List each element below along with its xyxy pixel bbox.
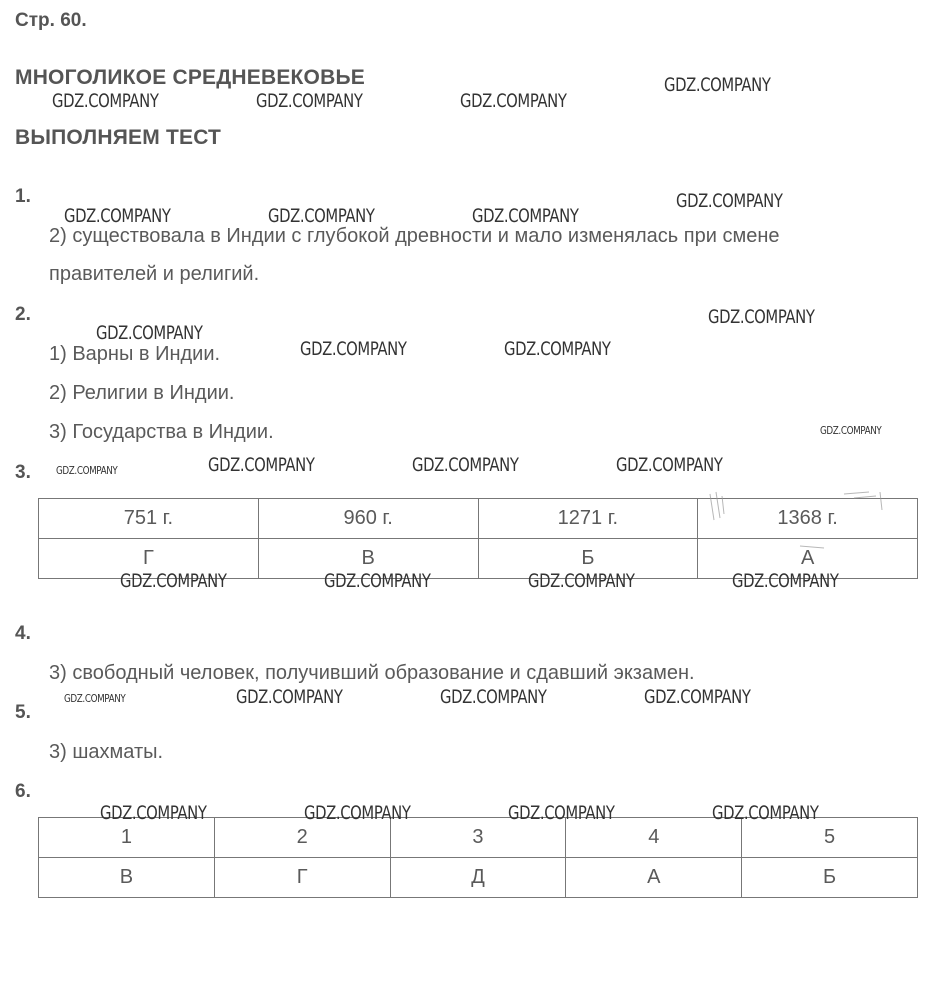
question-5-number: 5. <box>15 702 31 723</box>
table-cell: 5 <box>742 818 918 858</box>
watermark: GDZ.COMPANY <box>100 802 207 824</box>
table-cell: 960 г. <box>258 499 478 539</box>
watermark: GDZ.COMPANY <box>256 90 363 112</box>
question-6-table <box>38 817 918 898</box>
watermark: GDZ.COMPANY <box>712 802 819 824</box>
question-2-answer-3: 3) Государства в Индии. <box>49 421 274 443</box>
scribble-mark <box>704 490 884 550</box>
table-cell: 1271 г. <box>478 499 698 539</box>
question-1-number: 1. <box>15 186 31 207</box>
table-cell: А <box>698 539 918 579</box>
watermark: GDZ.COMPANY <box>664 74 771 96</box>
watermark: GDZ.COMPANY <box>64 205 171 227</box>
watermark: GDZ.COMPANY <box>300 338 407 360</box>
watermark: GDZ.COMPANY <box>412 454 519 476</box>
watermark: GDZ.COMPANY <box>324 570 431 592</box>
table-cell: А <box>566 858 742 898</box>
question-2-answer-1: 1) Варны в Индии. <box>49 343 221 365</box>
table-row <box>39 858 918 898</box>
watermark: GDZ.COMPANY <box>528 570 635 592</box>
watermark: GDZ.COMPANY <box>508 802 615 824</box>
watermark: GDZ.COMPANY <box>440 686 547 708</box>
question-1-answer-line-2: правителей и религий. <box>49 263 260 285</box>
watermark: GDZ.COMPANY <box>616 454 723 476</box>
watermark: GDZ.COMPANY <box>820 424 882 437</box>
table-cell: 3 <box>390 818 566 858</box>
question-4-number: 4. <box>15 623 31 644</box>
section-subtitle: ВЫПОЛНЯЕМ ТЕСТ <box>15 126 222 149</box>
watermark: GDZ.COMPANY <box>708 306 815 328</box>
table-cell: Б <box>742 858 918 898</box>
page-title: МНОГОЛИКОЕ СРЕДНЕВЕКОВЬЕ <box>15 66 365 89</box>
table-cell: В <box>39 858 215 898</box>
watermark: GDZ.COMPANY <box>120 570 227 592</box>
question-2-number: 2. <box>15 304 31 325</box>
question-5-answer: 3) шахматы. <box>49 741 164 763</box>
watermark: GDZ.COMPANY <box>472 205 579 227</box>
table-cell: 4 <box>566 818 742 858</box>
question-3-number: 3. <box>15 462 31 483</box>
watermark: GDZ.COMPANY <box>676 190 783 212</box>
question-2-answer-2: 2) Религии в Индии. <box>49 382 235 404</box>
watermark: GDZ.COMPANY <box>504 338 611 360</box>
table-cell: В <box>258 539 478 579</box>
watermark: GDZ.COMPANY <box>56 464 118 477</box>
question-1-answer-line-1: 2) существовала в Индии с глубокой древности и мало изменялась при смене <box>49 225 780 247</box>
question-6-number: 6. <box>15 781 31 802</box>
watermark: GDZ.COMPANY <box>460 90 567 112</box>
table-cell: Б <box>478 539 698 579</box>
watermark: GDZ.COMPANY <box>732 570 839 592</box>
watermark: GDZ.COMPANY <box>96 322 203 344</box>
page-label: Стр. 60. <box>15 10 87 31</box>
table-cell: 751 г. <box>39 499 259 539</box>
table-cell: Г <box>39 539 259 579</box>
question-4-answer: 3) свободный человек, получивший образование и сдавший экзамен. <box>49 662 695 684</box>
table-cell: 2 <box>214 818 390 858</box>
watermark: GDZ.COMPANY <box>644 686 751 708</box>
table-cell: Г <box>214 858 390 898</box>
watermark: GDZ.COMPANY <box>268 205 375 227</box>
watermark: GDZ.COMPANY <box>208 454 315 476</box>
watermark: GDZ.COMPANY <box>52 90 159 112</box>
watermark: GDZ.COMPANY <box>64 692 126 705</box>
watermark: GDZ.COMPANY <box>304 802 411 824</box>
table-cell: 1 <box>39 818 215 858</box>
table-cell: Д <box>390 858 566 898</box>
table-cell: 1368 г. <box>698 499 918 539</box>
watermark: GDZ.COMPANY <box>236 686 343 708</box>
